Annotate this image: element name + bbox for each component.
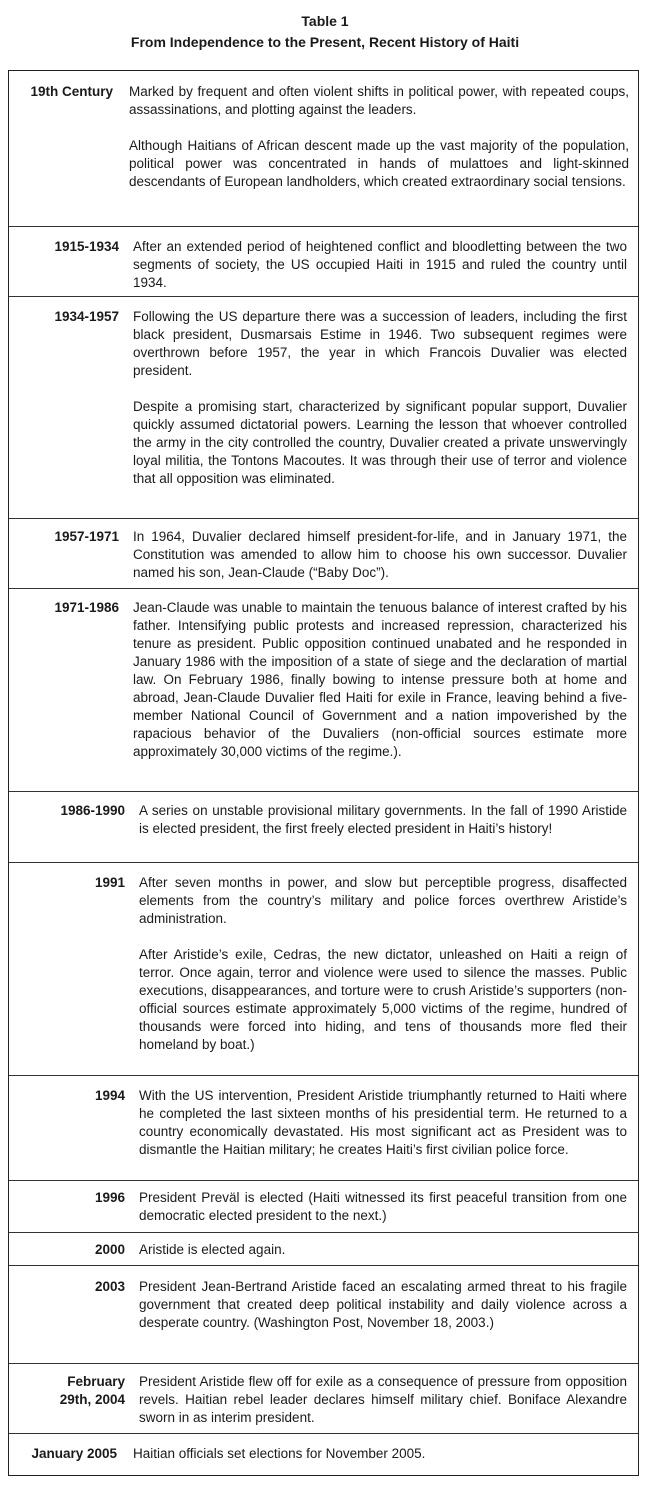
- row-period: 1991: [94, 875, 125, 890]
- table-row: [9, 226, 638, 296]
- row-period: 2000: [94, 1242, 125, 1257]
- table-row: [9, 518, 638, 588]
- table-row: [9, 296, 638, 518]
- row-period: 1971-1986: [54, 600, 119, 615]
- row-description: [129, 83, 629, 191]
- row-description: [139, 1241, 627, 1259]
- table-row: [9, 1265, 638, 1363]
- row-paragraph: President Jean-Bertrand Aristide faced an escalating armed threat to his fragile government that created deep political instability and daily violence across a desperate country. (Washington Post, November 18, 2003.): [139, 1279, 627, 1330]
- row-paragraph: Haitian officials set elections for November 2005.: [133, 1446, 426, 1461]
- table-row: [9, 1363, 638, 1433]
- row-period: 1915-1934: [54, 239, 119, 254]
- row-description: [139, 1087, 627, 1159]
- row-description: [139, 802, 627, 838]
- row-paragraph: Although Haitians of African descent made up the vast majority of the population, political power was concentrated in hands of mulattoes and light-skinned descendants of European landholders, which created extraordinary social tensions.: [129, 138, 629, 189]
- table-title: From Independence to the Present, Recent History of Haiti: [130, 34, 520, 50]
- row-paragraph: Marked by frequent and often violent shifts in political power, with repeated coups, assassinations, and plotting against the leaders.: [129, 84, 629, 117]
- row-description: [139, 1189, 627, 1225]
- table-row: [9, 1075, 638, 1180]
- row-description: [133, 528, 627, 582]
- row-description: [139, 874, 627, 1054]
- table-row: [9, 1433, 638, 1475]
- row-description: [139, 1278, 627, 1332]
- row-paragraph: After seven months in power, and slow but perceptible progress, disaffected elements from the country’s military and police forces overthrew Aristide’s administration.: [139, 875, 627, 926]
- row-period: 1934-1957: [54, 309, 119, 324]
- table-row: [9, 1180, 638, 1232]
- row-paragraph: A series on unstable provisional military governments. In the fall of 1990 Aristide is elected president, the first freely elected president in Haiti’s history!: [139, 803, 627, 836]
- row-paragraph: President Preväl is elected (Haiti witnessed its first peaceful transition from one democratic elected president to the next.): [139, 1190, 627, 1223]
- row-period: 1957-1971: [54, 529, 119, 544]
- row-description: [139, 1373, 627, 1427]
- row-paragraph: Jean-Claude was unable to maintain the tenuous balance of interest crafted by his father. Intensifying public protests and increased repression, characterized his tenure as president. Public opposition continued unabated and he responded in January 1986 with the imposition of a state of siege and the declaration of martial law. On February 1986, finally bowing to intense pressure both at home and abroad, Jean-Claude Duvalier fled Haiti for exile in France, leaving behind a five-member National Council of Government and a nation impoverished by the rapacious behavior of the Duvaliers (non-official sources estimate more approximately 30,000 victims of the regime.).: [133, 600, 627, 759]
- row-paragraph: After Aristide’s exile, Cedras, the new dictator, unleashed on Haiti a reign of terror. Once again, terror and violence were used to silence the masses. Public executions, disappearances, and torture were to crush Aristide’s supporters (non-official sources estimate approximately 5,000 victims of the regime, hundred of thousands were forced into hiding, and tens of thousands more fled their homeland by boat.): [139, 947, 627, 1052]
- row-period: 1996: [94, 1190, 125, 1205]
- row-period: 1994: [94, 1088, 125, 1103]
- history-table: [8, 70, 639, 1476]
- table-label: Table 1: [301, 13, 349, 29]
- row-paragraph: After an extended period of heightened conflict and bloodletting between the two segments of society, the US occupied Haiti in 1915 and ruled the country until 1934.: [133, 239, 627, 290]
- row-paragraph: With the US intervention, President Aristide triumphantly returned to Haiti where he completed the last sixteen months of his presidential term. He returned to a country economically devastated. His most significant act as President was to dismantle the Haitian military; he creates Haiti’s first civilian police force.: [139, 1088, 627, 1157]
- row-period: 2003: [94, 1279, 125, 1294]
- row-paragraph: In 1964, Duvalier declared himself president-for-life, and in January 1971, the Constitution was amended to allow him to choose his own successor. Duvalier named his son, Jean-Claude (“Baby Doc”).: [133, 529, 627, 580]
- row-period: February 29th, 2004: [59, 1374, 125, 1407]
- row-description: [133, 308, 627, 488]
- table-row: [9, 1232, 638, 1265]
- row-period: January 2005: [31, 1446, 117, 1461]
- row-period: 19th Century: [30, 84, 113, 99]
- row-paragraph: President Aristide flew off for exile as a consequence of pressure from opposition revels. Haitian rebel leader declares himself military chief. Boniface Alexandre sworn in as interim president.: [139, 1374, 627, 1425]
- row-paragraph: Despite a promising start, characterized by significant popular support, Duvalier quickly assumed dictatorial powers. Learning the lesson that whoever controlled the army in the city controlled the country, Duvalier created a private unswervingly loyal militia, the Tontons Macoutes. It was through their use of terror and violence that all opposition was eliminated.: [133, 399, 627, 486]
- table-row: [9, 862, 638, 1075]
- table-row: [9, 588, 638, 791]
- row-description: [133, 1445, 627, 1463]
- table-row: [9, 791, 638, 862]
- table-row: [9, 71, 638, 226]
- row-description: [133, 238, 627, 292]
- row-period: 1986-1990: [60, 803, 125, 818]
- row-description: [133, 599, 627, 761]
- row-paragraph: Following the US departure there was a succession of leaders, including the first black president, Dusmarsais Estime in 1946. Two subsequent regimes were overthrown before 1957, the year in which Francois Duvalier was elected president.: [133, 309, 627, 378]
- row-paragraph: Aristide is elected again.: [139, 1242, 286, 1257]
